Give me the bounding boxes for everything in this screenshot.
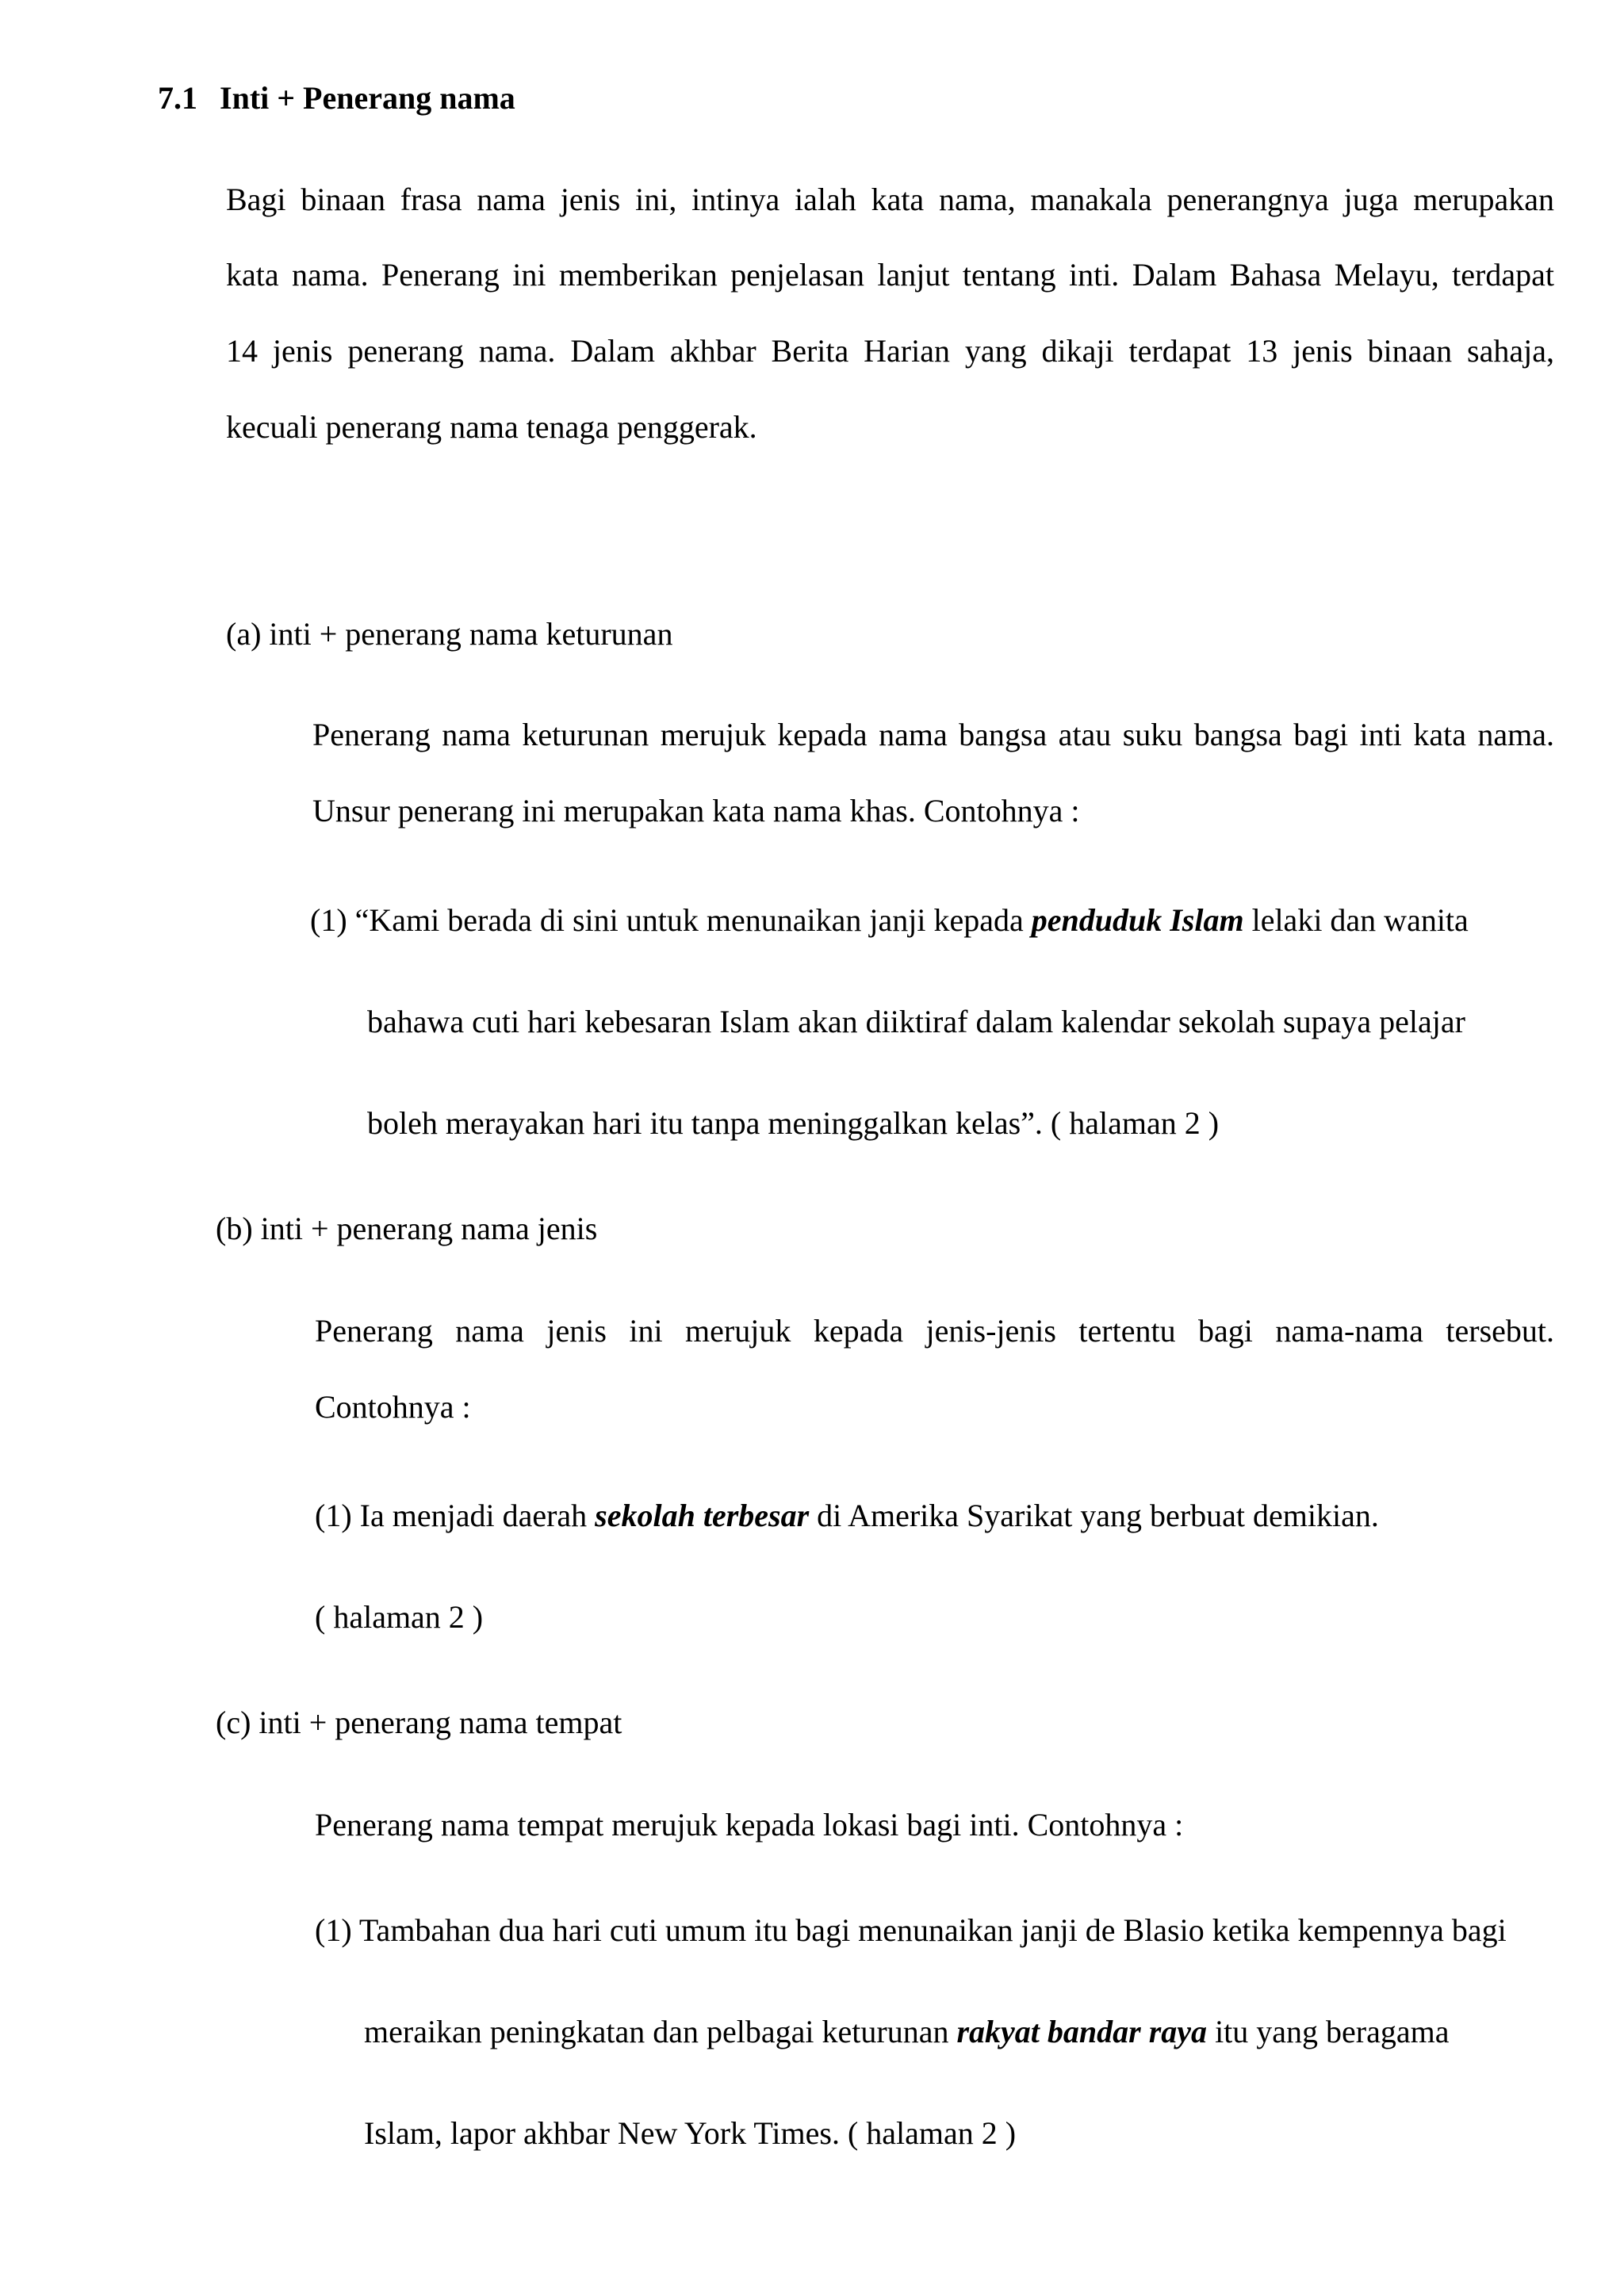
example-c-line-2 [364,2013,1450,2051]
intro-line-3: 14 jenis penerang nama. Dalam akhbar Berita Harian yang dikaji terdapat 13 jenis binaan sahaja, [226,333,1554,369]
intro-line-4: kecuali penerang nama tenaga penggerak. [226,409,757,445]
section-number: 7.1 [158,80,197,116]
subsection-c-desc-line-1: Penerang nama tempat merujuk kepada lokasi bagi inti. Contohnya : [315,1807,1184,1843]
example-c-line-3: Islam, lapor akhbar New York Times. ( halaman 2 ) [364,2115,1017,2151]
example-a-text-after: lelaki dan wanita [1243,902,1469,938]
example-c-emphasis: rakyat bandar raya [956,2014,1208,2049]
intro-line-2: kata nama. Penerang ini memberikan penjelasan lanjut tentang inti. Dalam Bahasa Melayu, terdapat [226,257,1554,293]
subsection-b-title: (b) inti + penerang nama jenis [216,1211,598,1246]
subsection-a-title: (a) inti + penerang nama keturunan [226,616,673,652]
subsection-b-desc-line-1: Penerang nama jenis ini merujuk kepada jenis-jenis tertentu bagi nama-nama tersebut. [315,1313,1554,1349]
subsection-a-desc-line-1: Penerang nama keturunan merujuk kepada nama bangsa atau suku bangsa bagi inti kata nama. [312,717,1554,752]
example-b-emphasis: sekolah terbesar [595,1498,810,1533]
example-c-text-after: itu yang beragama [1207,2014,1450,2049]
example-a-line-2: bahawa cuti hari kebesaran Islam akan diiktiraf dalam kalendar sekolah supaya pelajar [367,1004,1465,1039]
subsection-a-desc-line-2: Unsur penerang ini merupakan kata nama khas. Contohnya : [312,793,1080,828]
example-a-emphasis: penduduk Islam [1031,902,1244,938]
example-b-line-2: ( halaman 2 ) [315,1599,484,1635]
example-b-text-before: (1) Ia menjadi daerah [315,1498,596,1533]
example-a-line-1 [310,901,1469,939]
example-a-line-3: boleh merayakan hari itu tanpa meninggalkan kelas”. ( halaman 2 ) [367,1105,1220,1141]
subsection-b-desc-line-2: Contohnya : [315,1389,471,1425]
subsection-c-title: (c) inti + penerang nama tempat [216,1705,622,1740]
example-c-text-before: meraikan peningkatan dan pelbagai keturunan [364,2014,957,2049]
section-title: Inti + Penerang nama [220,80,515,116]
example-b-text-after: di Amerika Syarikat yang berbuat demikian. [809,1498,1379,1533]
example-b-line-1 [315,1497,1379,1535]
example-a-text-before: (1) “Kami berada di sini untuk menunaikan janji kepada [310,902,1032,938]
intro-line-1: Bagi binaan frasa nama jenis ini, intinya ialah kata nama, manakala penerangnya juga merupakan [226,182,1554,217]
section-heading [158,79,515,117]
example-c-line-1: (1) Tambahan dua hari cuti umum itu bagi menunaikan janji de Blasio ketika kempennya bagi [315,1912,1507,1948]
